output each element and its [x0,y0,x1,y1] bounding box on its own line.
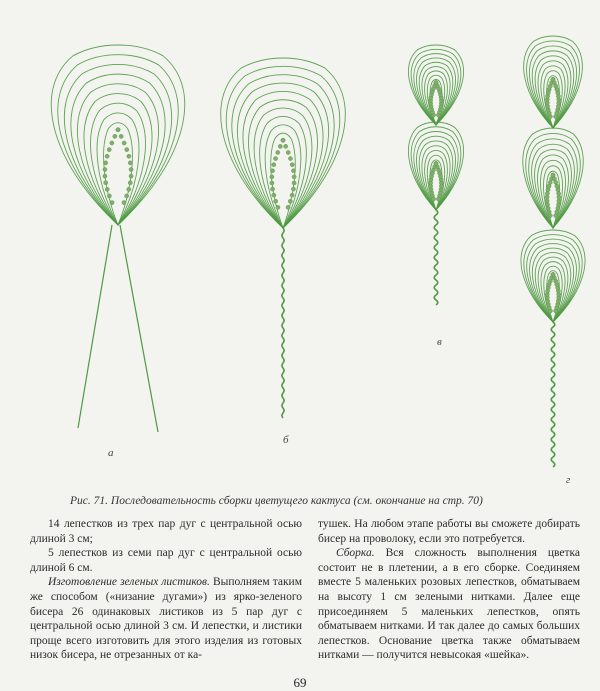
leaf-v-drawing [408,45,463,305]
figure-label-a: а [108,447,114,459]
paragraph [318,546,580,663]
paragraph-text: Выполняем таким же способом («низание дугами») из ярко-зеленого бисера 26 одинаковых листиков из 5 пар дуг с центральной осью длиной 3 см. И лепестки, и листики проще всего изготовить для этого изделия из готовых низок бисера, не отрезанных от ка- [30,576,302,662]
leaf-a-drawing [51,45,185,432]
text-column-right [318,517,580,663]
paragraph-text: Вся сложность выполнения цветка состоит не в плетении, а в его сборке. Соединяем вместе 5 маленьких розовых лепестков, обматываем на высоту 1 см зелеными нитками. Далее еще присоединяем 5 маленьких лепестков, опять обматываем нитками. И так далее до самых больших лепестков. Основание цветка также обматываем нитками — получится невысокая «шейка». [318,547,580,662]
paragraph: 5 лепестков из семи пар дуг с центральной осью длиной 6 см. [30,547,302,574]
figure-label-v: в [437,336,442,348]
paragraph: тушек. На любом этапе работы вы сможете добирать бисер на проволоку, если это потребуется. [318,518,580,545]
caption-prefix: Рис. 71. [70,495,109,507]
page-number: 69 [293,675,307,690]
leaf-g-drawing [521,36,585,467]
text-column-left [30,517,302,663]
caption-text: Последовательность сборки цветущего кактуса (см. окончание на стр. 70) [110,495,483,507]
paragraph [30,575,302,663]
paragraph-lead: Изготовление зеленых листиков. [48,576,210,589]
figure-caption [70,495,580,507]
figure-label-g: г [566,474,571,486]
paragraph: 14 лепестков из трех пар дуг с центральной осью длиной 3 см; [30,518,302,545]
figure-label-b: б [283,434,289,446]
paragraph-lead: Сборка. [336,547,375,560]
leaf-b-drawing [221,58,346,418]
